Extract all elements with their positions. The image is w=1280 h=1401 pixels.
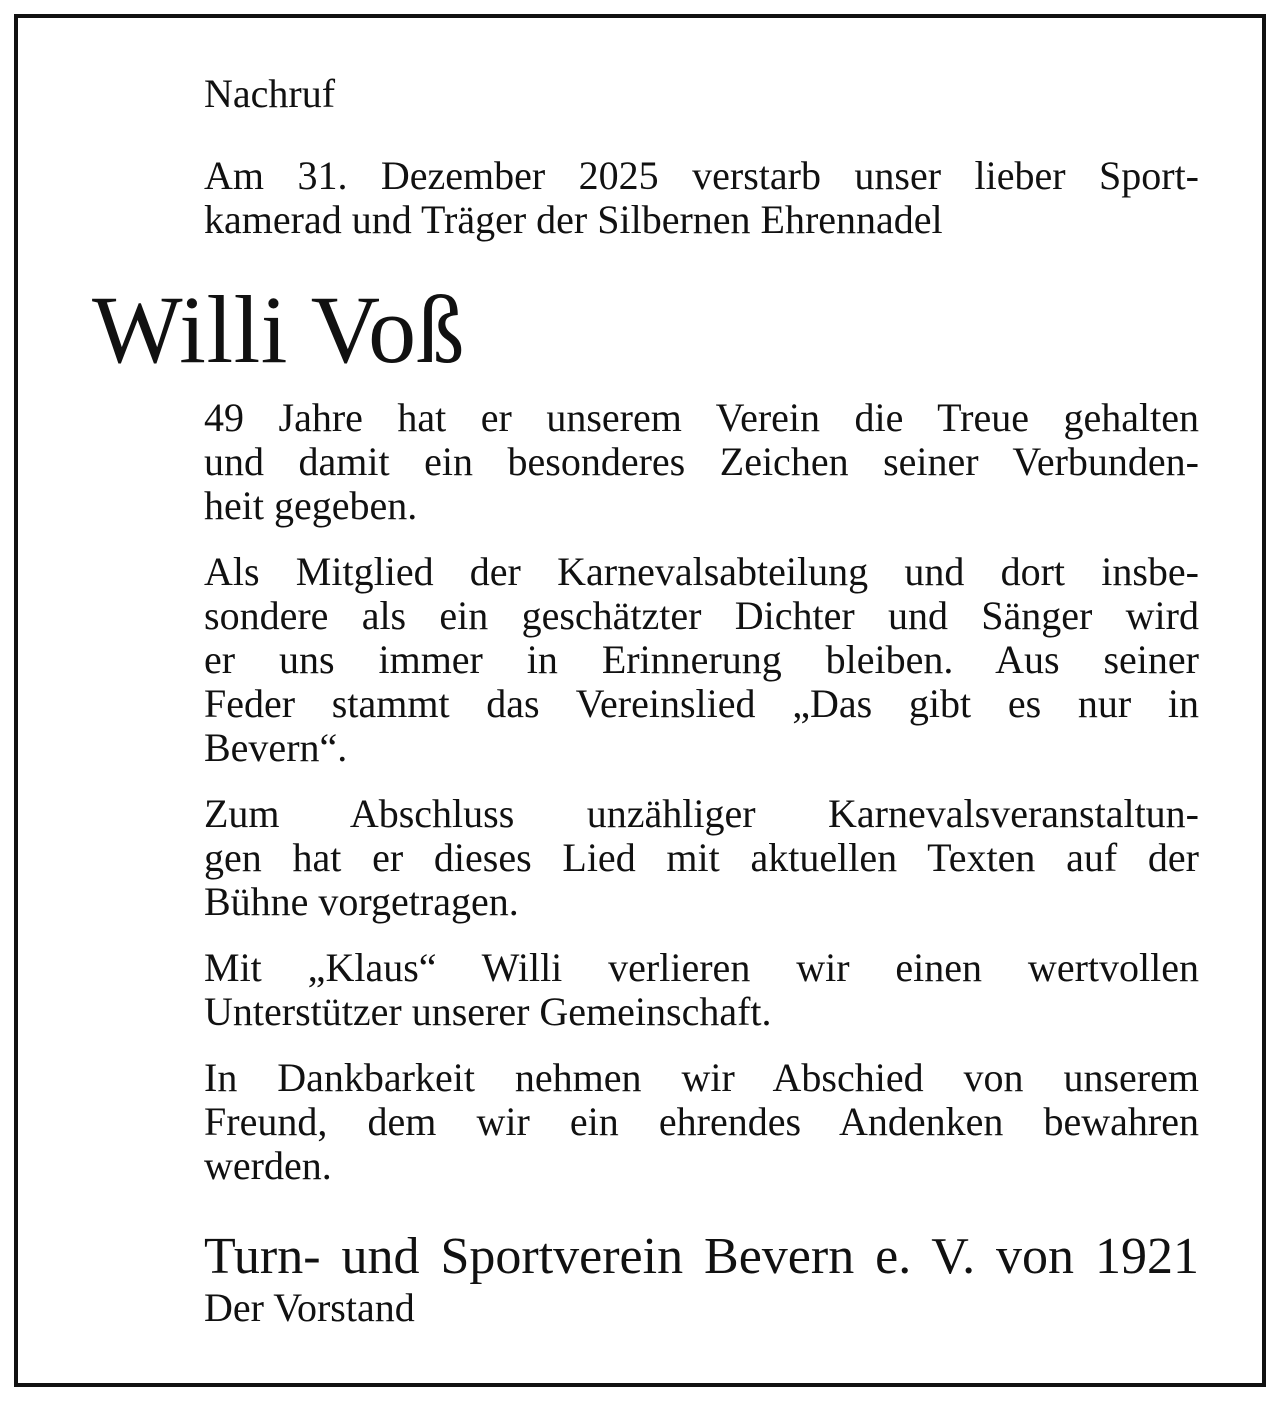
- paragraph-line: Unterstützer unserer Gemeinschaft.: [204, 989, 772, 1034]
- intro-line-1: Am 31. Dezember 2025 verstarb unser lieber Sport-: [204, 153, 1199, 198]
- paragraph-line: heit gegeben.: [204, 483, 418, 528]
- paragraph-supporter: [204, 946, 1199, 1034]
- paragraph-line: sondere als ein geschätzter Dichter und Sänger wird: [204, 593, 1199, 638]
- paragraph-line: Bühne vorgetragen.: [204, 879, 519, 924]
- intro-text: [204, 154, 1199, 242]
- paragraph-line: er uns immer in Erinnerung bleiben. Aus seiner: [204, 637, 1199, 682]
- intro-line-2: kamerad und Träger der Silbernen Ehrennadel: [204, 197, 943, 242]
- signatory: Der Vorstand: [204, 1285, 415, 1330]
- paragraph-line: gen hat er dieses Lied mit aktuellen Texten auf der: [204, 835, 1199, 880]
- paragraph-carnival: [204, 550, 1199, 770]
- paragraph-line: Als Mitglied der Karnevalsabteilung und dort insbe-: [204, 549, 1199, 594]
- obituary-body: [204, 396, 1199, 1210]
- organization-name: Turn- und Sportverein Bevern e. V. von 1921: [204, 1228, 1199, 1285]
- paragraph-line: und damit ein besonderes Zeichen seiner Verbunden-: [204, 439, 1199, 484]
- paragraph-line: Feder stammt das Vereinslied „Das gibt es nur in: [204, 681, 1199, 726]
- paragraph-membership: [204, 396, 1199, 528]
- obituary-header: [204, 72, 1199, 242]
- deceased-name: Willi Voß: [92, 276, 466, 383]
- paragraph-farewell: [204, 1056, 1199, 1188]
- signature-block: [204, 1228, 1199, 1330]
- paragraph-song: [204, 792, 1199, 924]
- paragraph-line: 49 Jahre hat er unserem Verein die Treue gehalten: [204, 395, 1199, 440]
- paragraph-line: In Dankbarkeit nehmen wir Abschied von unserem: [204, 1055, 1199, 1100]
- paragraph-line: Mit „Klaus“ Willi verlieren wir einen wertvollen: [204, 945, 1199, 990]
- paragraph-line: Bevern“.: [204, 725, 348, 770]
- paragraph-line: werden.: [204, 1143, 332, 1188]
- paragraph-line: Freund, dem wir ein ehrendes Andenken bewahren: [204, 1099, 1199, 1144]
- notice-heading: Nachruf: [204, 71, 336, 116]
- paragraph-line: Zum Abschluss unzähliger Karnevalsveranstaltun-: [204, 791, 1199, 836]
- obituary-frame: [14, 14, 1266, 1387]
